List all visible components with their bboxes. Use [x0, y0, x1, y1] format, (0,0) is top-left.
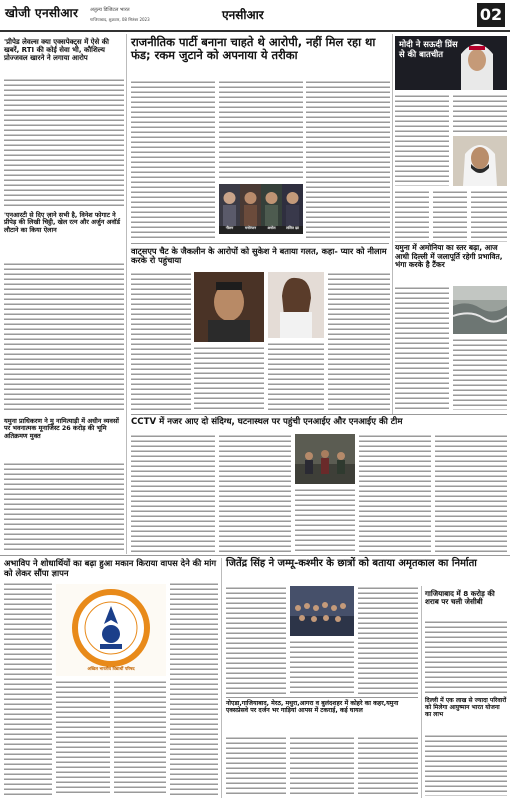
students-photo	[290, 586, 354, 636]
article-headline: जितेंद्र सिंह ने जम्मू-कश्मीर के छात्रों को बताया अमृतकाल का निर्माता	[226, 558, 477, 569]
river-photo	[453, 286, 507, 334]
cctv-scene-photo	[295, 434, 355, 484]
article-body	[425, 734, 507, 796]
article-body	[435, 434, 507, 552]
jacqueline-photo	[268, 272, 324, 338]
masthead-logo: खोजी एनसीआर	[5, 6, 79, 20]
article-body	[268, 342, 324, 412]
article-headline: दिल्ली में एक लाख से ज्यादा परिवारों को मिलेगा आयुष्मान भारत योजना का लाभ	[425, 697, 507, 718]
horizontal-rule	[226, 697, 418, 698]
article-body	[433, 190, 467, 242]
portrait-photo	[268, 272, 324, 338]
article-headline: अभाविप ने शोधार्थियों का बढ़ा हुआ मकान किराया वापस देने की मांग को लेकर सौंपा ज्ञापन	[4, 558, 217, 578]
article-body	[219, 80, 303, 180]
photo-captions	[219, 226, 303, 234]
article-body	[358, 736, 418, 796]
article-body	[170, 582, 218, 796]
yamuna-photo	[453, 286, 507, 334]
article-body	[226, 736, 286, 796]
article-body	[290, 640, 354, 694]
masthead	[0, 0, 510, 32]
article-body	[425, 620, 507, 694]
saudi-prince-photo	[453, 136, 507, 186]
abvp-emblem	[56, 584, 166, 676]
article-body	[4, 582, 52, 796]
logo-caption: अखिल भारतीय विद्यार्थी परिषद	[87, 666, 135, 671]
feature-headline: मोदी ने सऊदी प्रिंस से की बातचीत	[399, 39, 458, 59]
article-body	[295, 488, 355, 552]
photo-caption: नीलम	[225, 226, 234, 230]
article-body	[4, 78, 124, 206]
horizontal-rule	[0, 555, 510, 556]
accused-photo-strip	[219, 184, 303, 234]
section-title: एनसीआर	[222, 8, 264, 22]
article-body	[306, 80, 390, 240]
article-headline: यमुना में अमोनिया का स्तर बढ़ा, आज आधी दिल्ली में जलापूर्ति रहेगी प्रभावित, भंगा करके है टैंकर	[395, 243, 503, 270]
sukesh-photo	[194, 272, 264, 342]
article-body	[114, 680, 166, 796]
article-headline: गाजियाबाद में 8 करोड़ की शराब पर चली जेसीबी	[425, 589, 495, 607]
article-body	[471, 190, 507, 242]
article-body	[4, 262, 124, 412]
column-rule	[126, 34, 127, 554]
portrait-photo	[194, 272, 264, 342]
masthead-dateline: गाजियाबाद, शुक्रवार, 08 सितंबर 2023	[90, 17, 150, 22]
column-rule	[421, 586, 422, 798]
article-body	[395, 94, 449, 186]
column-rule	[221, 558, 222, 798]
group-photo	[290, 586, 354, 636]
masthead-subtitle: अतुल्य डिजिटल भारत	[90, 7, 130, 13]
article-body	[359, 434, 431, 552]
portrait-photo	[453, 136, 507, 186]
article-body	[358, 586, 418, 694]
article-body	[219, 434, 291, 552]
article-body	[194, 346, 264, 412]
article-headline: यमुना प्राधिकरण ने मु नामित्याड़ी में अधीन व्यवसों पर भवनात्मक मूनाजिस्ट 26 करोड़ की भूमि अतिक्रमण मुक्त	[4, 417, 119, 440]
article-body	[131, 80, 215, 240]
modi-saudi-photo	[395, 36, 507, 90]
article-headline: 'प्रीपेड लेवल्स क्या एक्सपेक्ट्स में ऐसे की खबरें, RTI की कोई सेवा भी, कौशिल्य प्रोज्जवल खारने ने लगाया आरोप	[4, 38, 109, 63]
horizontal-rule	[131, 243, 389, 244]
article-headline: 'एनआरटी से दिए ज़ाने सभी है, विनेश फोगाट ने प्रीपेड़ की लिखी चिट्ठी, खेल रत्न और अर्जुन अवॉर्ड लौटाने का किया ऐलान	[4, 211, 121, 234]
page-number: 02	[477, 3, 505, 27]
article-body	[453, 338, 507, 410]
photo-caption: ललित झा	[286, 226, 299, 230]
article-headline: नोएडा,गाजियाबाद, मेरठ, मथुरा,आगरा व बुलंदशहर में कोहरे का कहर,यमुना एक्सप्रेसवे पर दर्जन भर गाड़ियां आपस में टकराई, कई घायल	[226, 700, 399, 715]
article-body	[395, 286, 449, 410]
article-body	[395, 190, 429, 242]
abvp-logo	[56, 584, 166, 676]
article-body	[4, 462, 124, 550]
article-headline: वाट्सएप चैट के जैकलीन के आरोपों को सुकेश ने बताया गलत, कहा- प्यार को नीलाम करके रो पहुंचाया	[131, 246, 387, 266]
article-body	[453, 94, 507, 134]
article-body	[131, 434, 215, 552]
article-headline: CCTV में नजर आए दो संदिग्ध, घटनास्थल पर पहुंची एनआईए और एनआईए की टीम	[131, 417, 403, 427]
article-body	[290, 736, 354, 796]
photo-caption: अमोल	[267, 226, 276, 230]
article-body	[56, 680, 110, 796]
lead-headline: राजनीतिक पार्टी बनाना चाहते थे आरोपी, नहीं मिल रहा था फंड; रकम जुटाने को अपनाया ये तरीका	[131, 35, 376, 63]
scene-photo	[295, 434, 355, 484]
article-body	[226, 586, 286, 694]
article-body	[131, 272, 191, 412]
photo-caption: मनोरंजन	[244, 226, 257, 230]
column-rule	[392, 34, 393, 414]
article-body	[328, 272, 390, 412]
horizontal-rule	[131, 414, 507, 415]
